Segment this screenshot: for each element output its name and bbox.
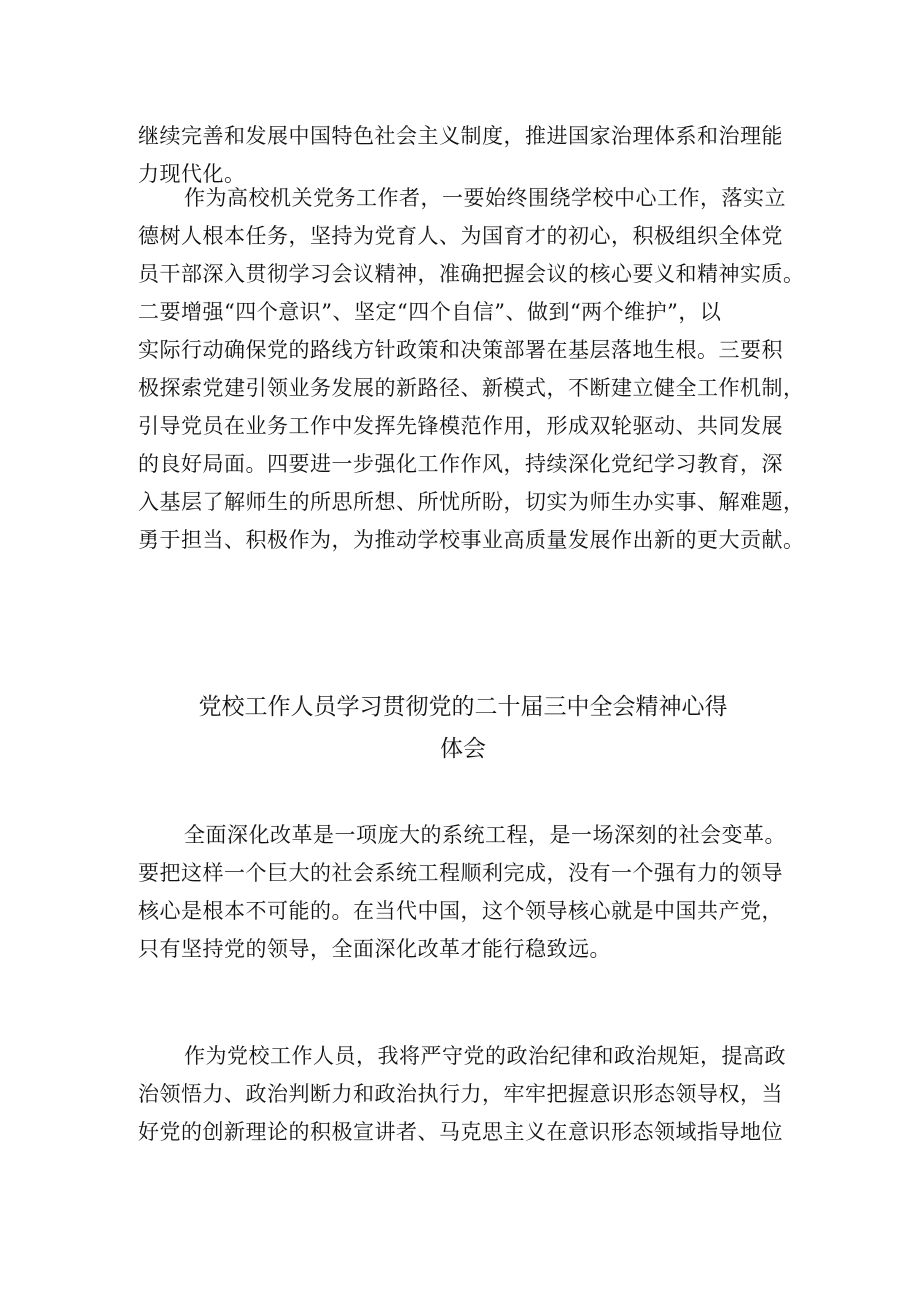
text-line: 要把这样一个巨大的社会系统工程顺利完成，没有一个强有力的领导 [138, 861, 783, 885]
text-line: 引导党员在业务工作中发挥先锋模范作用，形成双轮驱动、共同发展 [138, 414, 783, 438]
text-line: 力现代化。 [138, 162, 246, 186]
text-line: 好党的创新理论的积极宣讲者、马克思主义在意识形态领域指导地位 [138, 1120, 783, 1144]
paragraph-2 [138, 179, 805, 559]
text-line: 极探索党建引领业务发展的新路径、新模式，不断建立健全工作机制， [138, 376, 805, 400]
text-line: 入基层了解师生的所思所想、所忧所盼，切实为师生办实事、解难题， [138, 490, 805, 514]
text-line: 继续完善和发展中国特色社会主义制度，推进国家治理体系和治理能 [138, 124, 783, 148]
text-line: 二要增强“四个意识”、坚定“四个自信”、做到“两个维护”，以 [138, 300, 722, 324]
text-line: 实际行动确保党的路线方针政策和决策部署在基层落地生根。三要积 [138, 338, 783, 362]
text-line: 员干部深入贯彻学习会议精神，准确把握会议的核心要义和精神实质。 [138, 262, 805, 286]
paragraph-3 [138, 816, 788, 968]
text-line: 作为党校工作人员，我将严守党的政治纪律和政治规矩，提高政 [184, 1044, 786, 1068]
text-line: 核心是根本不可能的。在当代中国，这个领导核心就是中国共产党， [138, 899, 783, 923]
text-line: 全面深化改革是一项庞大的系统工程，是一场深刻的社会变革。 [184, 823, 786, 847]
text-line: 勇于担当、积极作为，为推动学校事业高质量发展作出新的更大贡献。 [138, 528, 805, 552]
text-line: 只有坚持党的领导，全面深化改革才能行稳致远。 [138, 937, 611, 961]
section-title [138, 686, 788, 770]
text-line: 德树人根本任务，坚持为党育人、为国育才的初心，积极组织全体党 [138, 224, 783, 248]
text-line: 的良好局面。四要进一步强化工作作风，持续深化党纪学习教育，深 [138, 452, 783, 476]
section-title-line-2: 体会 [440, 736, 486, 762]
text-line: 作为高校机关党务工作者，一要始终围绕学校中心工作，落实立 [184, 186, 786, 210]
section-title-line-1: 党校工作人员学习贯彻党的二十届三中全会精神心得 [198, 694, 728, 720]
text-line: 治领悟力、政治判断力和政治执行力，牢牢把握意识形态领导权，当 [138, 1082, 783, 1106]
paragraph-4 [138, 1037, 788, 1151]
